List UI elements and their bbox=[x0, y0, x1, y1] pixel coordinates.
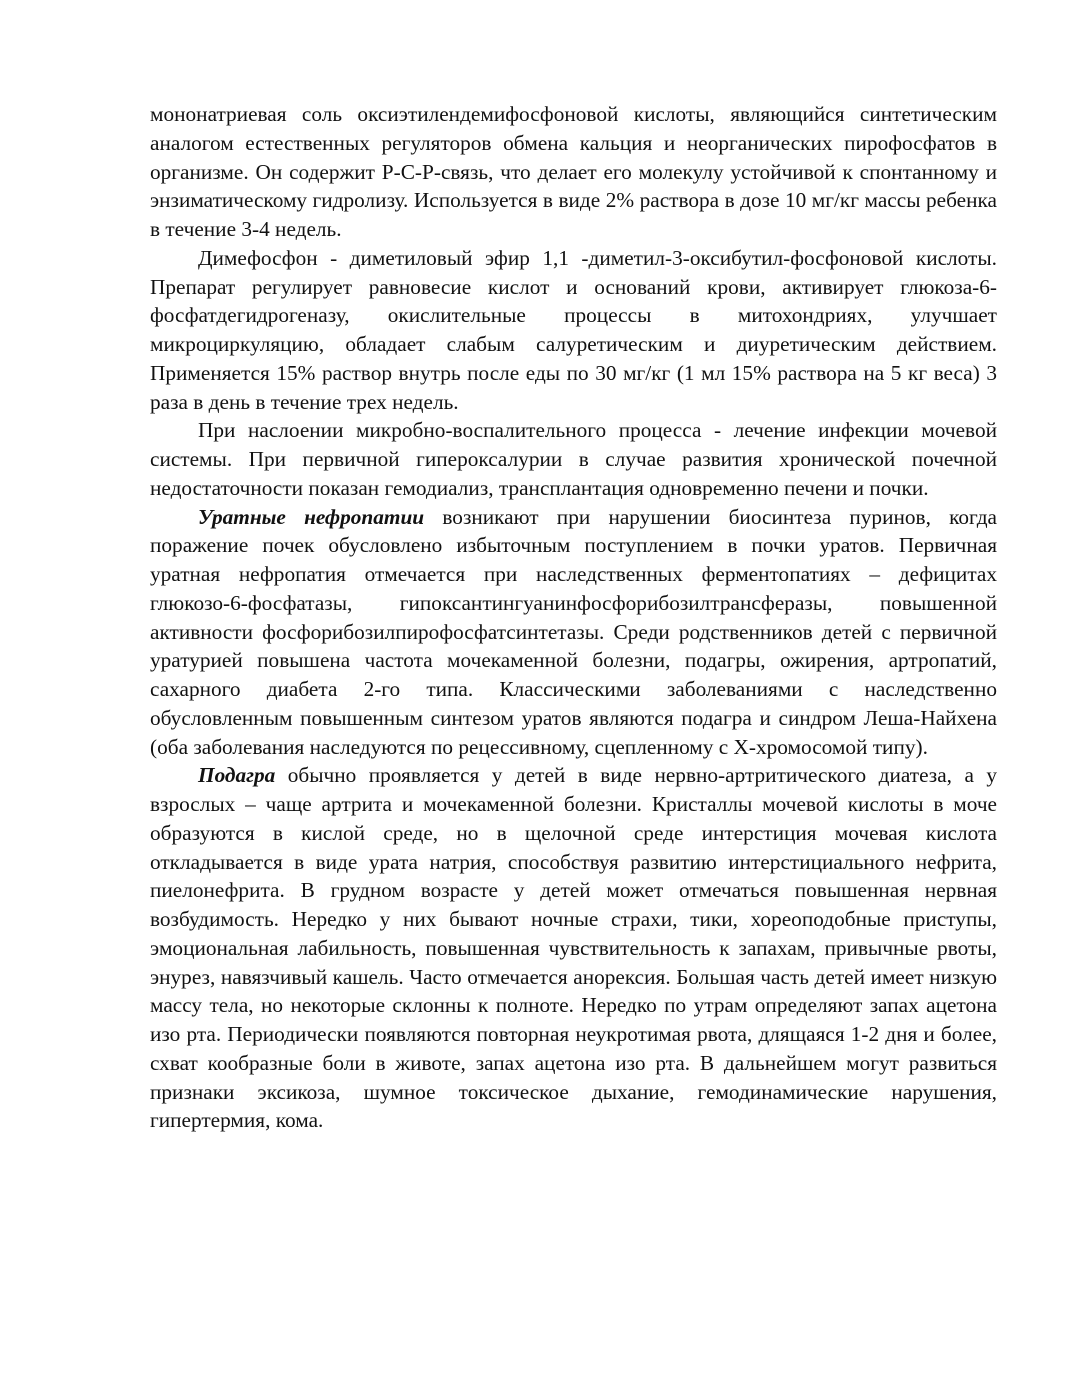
paragraph-1 bbox=[150, 100, 997, 244]
paragraph-2-text: Димефосфон - диметиловый эфир 1,1 -диметил-3-оксибутил-фосфоновой кислоты. Препарат регулирует равновесие кислот и оснований крови, активирует глюкоза-6-фосфатдегидрогеназу, окислительные процессы в митохондриях, улучшает микроциркуляцию, обладает слабым салуретическим и диуретическим действием. Применяется 15% раствор внутрь после еды по 30 мг/кг (1 мл 15% раствора на 5 кг веса) 3 раза в день в течение трех недель. bbox=[150, 245, 997, 414]
paragraph-2 bbox=[150, 244, 997, 417]
document-page bbox=[150, 100, 997, 1135]
paragraph-4 bbox=[150, 503, 997, 762]
paragraph-3 bbox=[150, 416, 997, 502]
paragraph-5 bbox=[150, 761, 997, 1135]
paragraph-1-text: мононатриевая соль оксиэтилендемифосфоновой кислоты, являющийся синтетическим аналогом естественных регуляторов обмена кальция и неорганических пирофосфатов в организме. Он содержит Р-С-Р-связь, что делает его молекулу устойчивой к спонтанному и энзиматическому гидролизу. Используется в виде 2% раствора в дозе 10 мг/кг массы ребенка в течение 3-4 недель. bbox=[150, 102, 997, 241]
paragraph-5-term: Подагра bbox=[198, 763, 276, 788]
paragraph-3-text: При наслоении микробно-воспалительного процесса - лечение инфекции мочевой системы. При первичной гипероксалурии в случае развития хронической почечной недостаточности показан гемодиализ, трансплантация одновременно печени и почки. bbox=[150, 418, 997, 500]
paragraph-4-term: Уратные нефропатии bbox=[198, 504, 425, 529]
paragraph-5-text: обычно проявляется у детей в виде нервно-артритического диатеза, а у взрослых – чаще артрита и мочекаменной болезни. Кристаллы мочевой кислоты в моче образуются в кислой среде, но в щелочной среде интерстиция мочевая кислота откладывается в виде урата натрия, способствуя развитию интерстициального нефрита, пиелонефрита. В грудном возрасте у детей может отмечаться повышенная нервная возбудимость. Нередко у них бывают ночные страхи, тики, хореоподобные приступы, эмоциональная лабильность, повышенная чувствительность к запахам, привычные рвоты, энурез, навязчивый кашель. Часто отмечается анорексия. Большая часть детей имеет низкую массу тела, но некоторые склонны к полноте. Нередко по утрам определяют запах ацетона изо рта. Периодически появляются повторная неукротимая рвота, длящаяся 1-2 дня и более, схват кообразные боли в животе, запах ацетона изо рта. В дальнейшем могут развиться признаки эксикоза, шумное токсическое дыхание, гемодинамические нарушения, гипертермия, кома. bbox=[150, 763, 997, 1133]
paragraph-4-text: возникают при нарушении биосинтеза пуринов, когда поражение почек обусловлено избыточным поступлением в почки уратов. Первичная уратная нефропатия отмечается при наследственных ферментопатиях – дефицитах глюкозо-6-фосфатазы, гипоксантингуанинфосфорибозилтрансферазы, повышенной активности фосфорибозилпирофосфатсинтетазы. Среди родственников детей с первичной уратурией повышена частота мочекаменной болезни, подагры, ожирения, артропатий, сахарного диабета 2-го типа. Классическими заболеваниями с наследственно обусловленным повышенным синтезом уратов являются подагра и синдром Леша-Найхена (оба заболевания наследуются по рецессивному, сцепленному с Х-хромосомой типу). bbox=[150, 504, 997, 759]
